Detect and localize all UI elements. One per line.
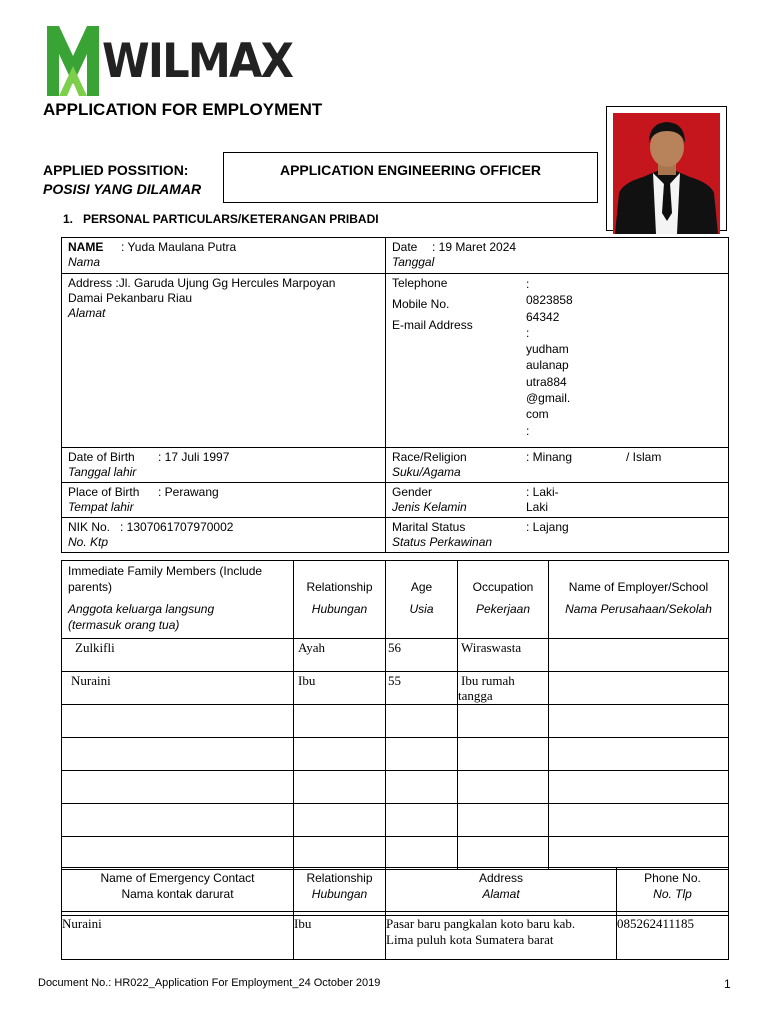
header-text-id: Nama Perusahaan/Sekolah [565, 602, 712, 616]
header-text-id: Pekerjaan [475, 602, 531, 616]
contact-cell [386, 274, 729, 448]
name-label: NAME [68, 240, 104, 254]
gender-label-id: Jenis Kelamin [392, 500, 467, 514]
contact-line: : [526, 325, 530, 340]
family-age: 55 [386, 672, 458, 705]
family-row-empty [62, 804, 729, 837]
contact-line: 64342 [526, 309, 560, 324]
gender-label: Gender [392, 485, 433, 499]
name-cell [62, 238, 386, 274]
family-row-empty [62, 837, 729, 870]
emergency-phone: 085262411185 [617, 916, 729, 960]
contact-line: yudham [526, 342, 569, 357]
header-text-id: Alamat [482, 887, 520, 901]
personal-particulars-table [61, 237, 729, 553]
contact-line: : [526, 423, 530, 438]
contact-line: utra884 [526, 374, 567, 389]
date-cell [386, 238, 729, 274]
header-text-id: Nama kontak darurat [121, 887, 234, 901]
header-text-id: Usia [409, 602, 434, 616]
pob-value: : Perawang [158, 485, 219, 499]
section-title: PERSONAL PARTICULARS/KETERANGAN PRIBADI [83, 212, 379, 226]
marital-value: : Lajang [526, 520, 569, 534]
family-row [62, 672, 729, 705]
page-title: APPLICATION FOR EMPLOYMENT [43, 100, 323, 119]
emergency-relationship: Ibu [294, 916, 386, 960]
family-row-empty [62, 705, 729, 738]
family-employer [549, 639, 729, 672]
family-members-table [61, 560, 729, 870]
header-text-id: (termasuk orang tua) [68, 618, 180, 632]
telephone-label: Telephone [392, 276, 448, 290]
applied-position-box [223, 152, 598, 203]
header-text: Age [410, 580, 433, 594]
dob-label: Date of Birth [68, 450, 135, 464]
family-employer [549, 672, 729, 705]
marital-label-id: Status Perkawinan [392, 535, 493, 549]
date-value: : 19 Maret 2024 [432, 240, 517, 254]
race-label: Race/Religion [392, 450, 467, 464]
family-relationship: Ayah [294, 639, 386, 672]
race-label-id: Suku/Agama [392, 465, 461, 479]
applicant-portrait-image [613, 113, 720, 234]
dob-value: : 17 Juli 1997 [158, 450, 230, 464]
contact-line: @gmail. [526, 391, 571, 406]
contact-values [526, 276, 573, 439]
email-label: E-mail Address [392, 318, 473, 332]
header-text: parents) [68, 580, 113, 594]
emergency-header-relationship [294, 868, 386, 912]
applicant-photo [606, 106, 727, 231]
emergency-address [386, 916, 617, 960]
family-name: Nuraini [62, 672, 294, 705]
dob-label-id: Tanggal lahir [68, 465, 137, 479]
logo-wordmark: WILMAX [102, 34, 293, 89]
header-text: Address [478, 871, 524, 885]
race-religion-cell [386, 448, 729, 483]
applied-position-value: APPLICATION ENGINEERING OFFICER [279, 162, 542, 178]
document-number: Document No.: HR022_Application For Employment_24 October 2019 [38, 977, 381, 989]
nik-value: : 1307061707970002 [120, 520, 234, 534]
family-occupation: Wiraswasta [458, 639, 549, 672]
nik-label: NIK No. [68, 520, 111, 534]
pob-label-id: Tempat lahir [68, 500, 134, 514]
address-value-line-1: Jl. Garuda Ujung Gg Hercules Marpoyan [118, 276, 336, 290]
emergency-name: Nuraini [62, 916, 294, 960]
family-age: 56 [386, 639, 458, 672]
emergency-header-name [62, 868, 294, 912]
name-value: : Yuda Maulana Putra [121, 240, 237, 254]
family-header-employer [549, 561, 729, 639]
family-name: Zulkifli [62, 639, 294, 672]
religion-value: / Islam [626, 450, 662, 464]
emergency-header-address [386, 868, 617, 912]
nik-cell [62, 518, 386, 553]
marital-label: Marital Status [392, 520, 466, 534]
header-text-id: No. Tlp [653, 887, 692, 901]
family-header-member [62, 561, 294, 639]
header-text: Phone No. [644, 871, 701, 885]
family-occupation-line-2: tangga [458, 688, 493, 703]
header-text: Name of Emergency Contact [100, 871, 255, 885]
applied-position-label: APPLIED POSSITION: [43, 162, 189, 178]
family-row [62, 639, 729, 672]
company-logo [44, 26, 293, 96]
marital-cell [386, 518, 729, 553]
family-relationship: Ibu [294, 672, 386, 705]
applied-position-label-id: POSISI YANG DILAMAR [43, 181, 202, 197]
contact-line: : [526, 277, 530, 291]
emergency-address-line-2: Lima puluh kota Sumatera barat [386, 932, 554, 947]
contact-line: com [526, 407, 549, 422]
header-text: Relationship [306, 871, 373, 885]
header-text: Name of Employer/School [568, 580, 709, 594]
family-row-empty [62, 738, 729, 771]
race-value: : Minang [526, 450, 573, 464]
address-label-id: Alamat [68, 306, 106, 320]
page-number: 1 [724, 977, 731, 991]
header-text-id: Anggota keluarga langsung [68, 602, 215, 616]
family-occupation-line-1: Ibu rumah [461, 673, 515, 688]
emergency-address-line-1: Pasar baru pangkalan koto baru kab. [386, 916, 576, 931]
family-header-relationship [294, 561, 386, 639]
contact-line: aulanap [526, 358, 569, 373]
header-text-id: Hubungan [311, 887, 368, 901]
date-label: Date [392, 240, 418, 254]
date-label-id: Tanggal [392, 255, 435, 269]
gender-cell [386, 483, 729, 518]
section-number: 1. [63, 212, 74, 226]
header-text: Occupation [472, 580, 534, 594]
address-cell [62, 274, 386, 448]
header-text: Immediate Family Members (Include [68, 564, 263, 578]
address-value-line-2: Damai Pekanbaru Riau [68, 291, 193, 305]
header-text-id: Hubungan [311, 602, 368, 616]
emergency-header-phone [617, 868, 729, 912]
family-header-age [386, 561, 458, 639]
wilmax-logo-mark-icon [47, 26, 99, 96]
emergency-contact-table [61, 867, 729, 960]
mobile-label: Mobile No. [392, 297, 450, 311]
gender-value-line-1: : Laki- [526, 485, 559, 499]
pob-cell [62, 483, 386, 518]
gender-value-line-2: Laki [526, 500, 549, 514]
name-label-id: Nama [68, 255, 101, 269]
family-row-empty [62, 771, 729, 804]
contact-line: 0823858 [526, 293, 573, 308]
emergency-row [62, 916, 729, 960]
address-label: Address : [68, 276, 119, 290]
family-occupation [458, 672, 549, 705]
pob-label: Place of Birth [68, 485, 140, 499]
family-header-occupation [458, 561, 549, 639]
header-text: Relationship [306, 580, 373, 594]
nik-label-id: No. Ktp [68, 535, 109, 549]
dob-cell [62, 448, 386, 483]
section-personal-particulars-heading [63, 212, 379, 226]
